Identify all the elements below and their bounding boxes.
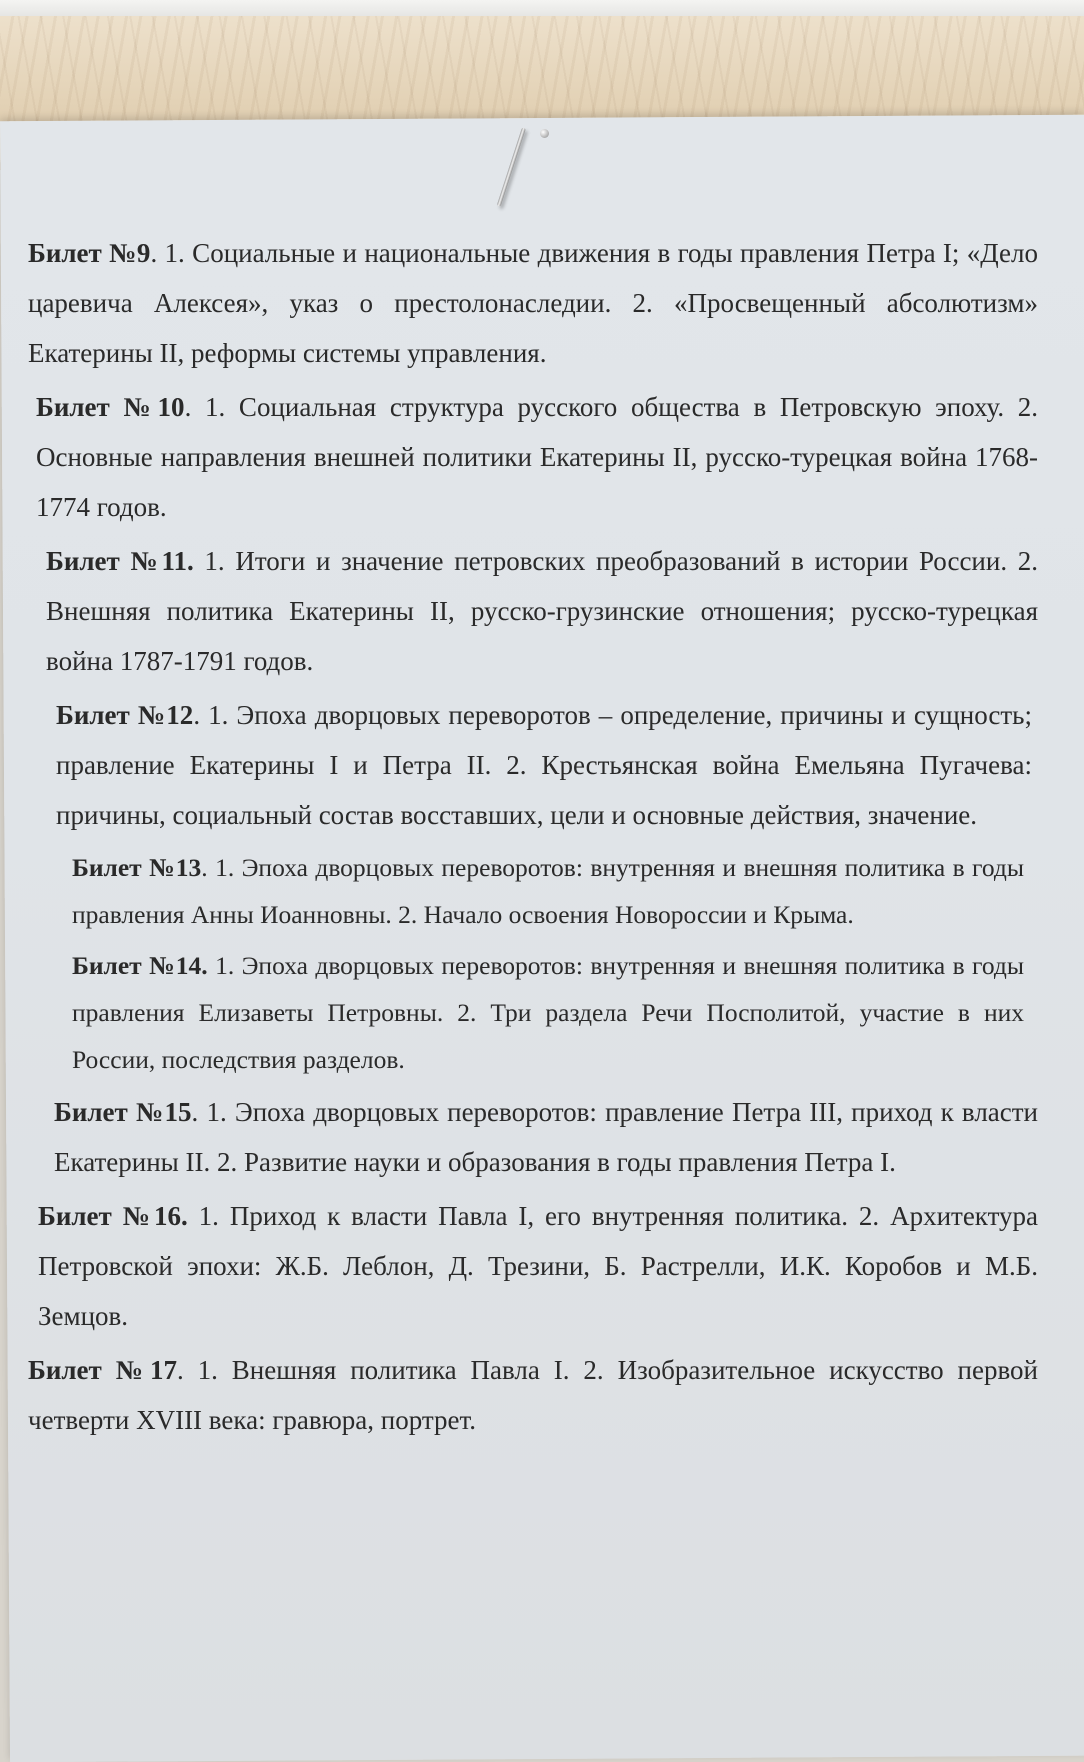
ticket-label: Билет №16.: [38, 1201, 188, 1231]
ticket-text: . 1. Социальная структура русского общества в Петровскую эпоху. 2. Основные направления внешней политики Екатерины II, русско-турецкая война 1768-1774 годов.: [36, 392, 1039, 522]
ticket-13: [28, 844, 1038, 938]
ticket-text: . 1. Эпоха дворцовых переворотов: внутренняя и внешняя политика в годы правления Анны Иоанновны. 2. Начало освоения Новороссии и Крыма.: [72, 853, 1024, 929]
ticket-label: Билет №14.: [72, 951, 208, 980]
ticket-label: Билет №15: [54, 1097, 192, 1127]
ticket-label: Билет №10: [36, 392, 185, 422]
ticket-text: 1. Эпоха дворцовых переворотов: внутренняя и внешняя политика в годы правления Елизаветы Петровны. 2. Три раздела Речи Посполитой, участие в них России, последствия разделов.: [72, 951, 1024, 1074]
ticket-12: [28, 690, 1038, 840]
ticket-label: Билет №12: [56, 700, 194, 730]
top-sheet-edge: [0, 0, 1084, 16]
ticket-9: [28, 228, 1038, 378]
ticket-label: Билет №17: [28, 1355, 177, 1385]
ticket-16: [28, 1191, 1038, 1341]
ticket-10: [28, 382, 1038, 532]
pin-head-icon: [540, 129, 549, 138]
ticket-text: . 1. Социальные и национальные движения в годы правления Петра I; «Дело царевича Алексея», указ о престолонаследии. 2. «Просвещенный абсолютизм» Екатерины II, реформы системы управления.: [28, 238, 1039, 368]
ticket-11: [28, 536, 1038, 686]
ticket-text: . 1. Эпоха дворцовых переворотов: правление Петра III, приход к власти Екатерины II. 2. Развитие науки и образования в годы правления Петра I.: [54, 1097, 1039, 1177]
ticket-label: Билет №11.: [46, 546, 194, 576]
ticket-14: [28, 942, 1038, 1083]
ticket-text: . 1. Эпоха дворцовых переворотов – определение, причины и сущность; правление Екатерины I и Петра II. 2. Крестьянская война Емельяна Пугачева: причины, социальный состав восставших, цели и основные действия, значение.: [56, 700, 1033, 830]
ticket-15: [28, 1087, 1038, 1187]
ticket-label: Билет №13: [72, 853, 202, 882]
ticket-list: [28, 228, 1038, 1449]
ticket-label: Билет №9: [28, 238, 151, 268]
ticket-text: 1. Итоги и значение петровских преобразований в истории России. 2. Внешняя политика Екатерины II, русско-грузинские отношения; русско-турецкая война 1787-1791 годов.: [46, 546, 1038, 676]
ticket-text: . 1. Внешняя политика Павла I. 2. Изобразительное искусство первой четверти XVIII века: гравюра, портрет.: [28, 1355, 1038, 1435]
ticket-17: [28, 1345, 1038, 1445]
ticket-text: 1. Приход к власти Павла I, его внутренняя политика. 2. Архитектура Петровской эпохи: Ж.Б. Леблон, Д. Трезини, Б. Растрелли, И.К. Коробов и М.Б. Земцов.: [38, 1201, 1039, 1331]
